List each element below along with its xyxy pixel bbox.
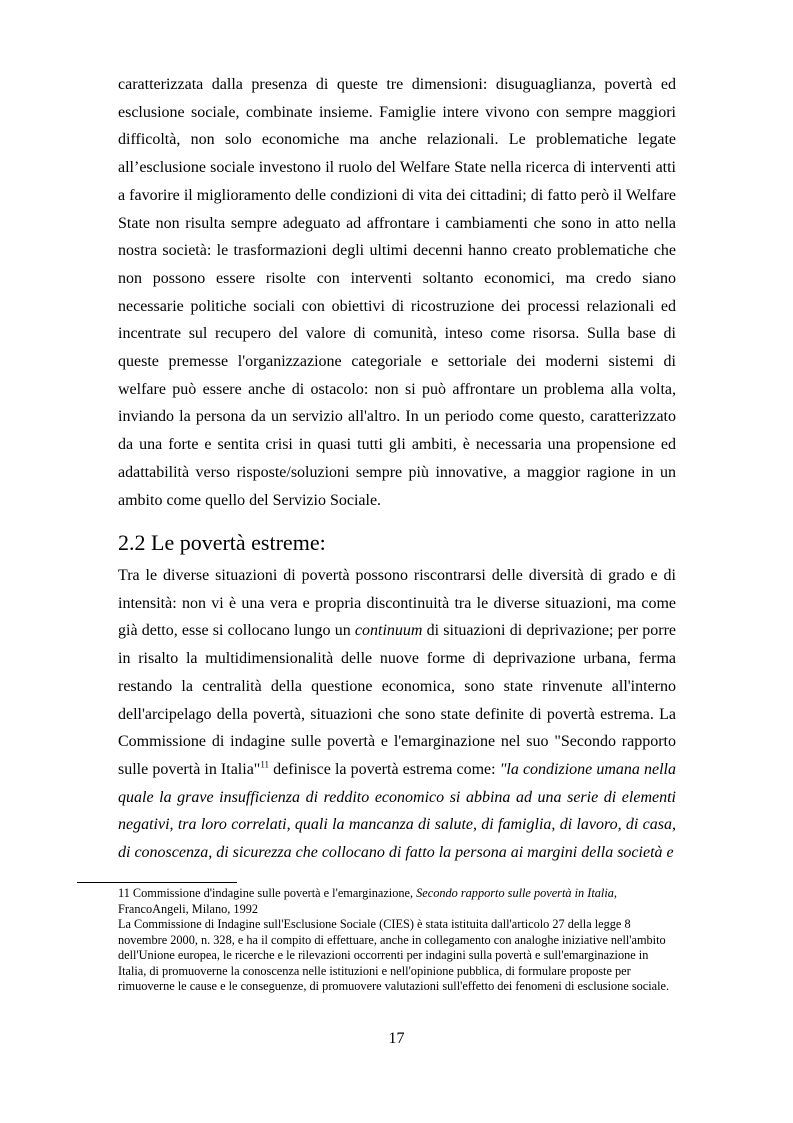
body-paragraph-2 [118, 562, 676, 867]
section-heading: 2.2 Le povertà estreme: [118, 530, 326, 555]
paragraph-2-text-3: definisce la povertà estrema come: [269, 760, 500, 778]
footnote-11-prefix: 11 Commissione d'indagine sulle povertà e l'emarginazione, [118, 886, 417, 900]
footnote-11-citation [118, 886, 676, 917]
italic-term-continuum: continuum [354, 622, 423, 640]
footnotes [118, 886, 676, 995]
footnote-11-suffix: , FrancoAngeli, Milano, 1992 [118, 886, 617, 916]
footnote-separator [77, 882, 237, 883]
footnote-11-explanation: La Commissione di Indagine sull'Esclusione Sociale (CIES) è stata istituita dall'articolo 27 della legge 8 novembre 2000, n. 328, e ha il compito di effettuare, anche in collegamento con analoghe iniziative nell'ambito dell'Unione europea, le ricerche e le rilevazioni occorrenti per indagini sulla povertà e sull'emarginazione in Italia, di promuoverne la conoscenza nelle istituzioni e nell'opinione pubblica, di formulare proposte per rimuoverne le cause e le conseguenze, di promuovere valutazioni sull'effetto dei fenomeni di esclusione sociale. [118, 917, 670, 993]
body-paragraph-1: caratterizzata dalla presenza di queste tre dimensioni: disuguaglianza, povertà ed esclusione sociale, combinate insieme. Famiglie intere vivono con sempre maggiori difficoltà, non solo economiche ma anche relazionali. Le problematiche legate all’esclusione sociale investono il ruolo del Welfare State nella ricerca di interventi atti a favorire il miglioramento delle condizioni di vita dei cittadini; di fatto però il Welfare State non risulta sempre adeguato ad affrontare i cambiamenti che sono in atto nella nostra società: le trasformazioni degli ultimi decenni hanno creato problematiche che non possono essere risolte con interventi soltanto economici, ma credo siano necessarie politiche sociali con obiettivi di ricostruzione dei processi relazionali ed incentrate sul recupero del valore di comunità, inteso come risorsa. Sulla base di queste premesse l'organizzazione categoriale e settoriale dei moderni sistemi di welfare può essere anche di ostacolo: non si può affrontare un problema alla volta, inviando la persona da un servizio all'altro. In un periodo come questo, caratterizzato da una forte e sentita crisi in quasi tutti gli ambiti, è necessaria una propensione ed adattabilità verso risposte/soluzioni sempre più innovative, a maggior ragione in un ambito come quello del Servizio Sociale. [118, 76, 676, 509]
page-number: 17 [388, 1030, 405, 1047]
paragraph-2-text-2: di situazioni di deprivazione; per porre in risalto la multidimensionalità delle nuove forme di deprivazione urbana, ferma restando la centralità della questione economica, sono state rinvenute all'interno dell'arcipelago della povertà, situazioni che sono state definite di povertà estrema. La Commissione di indagine sulle povertà e l'emarginazione nel suo "Secondo rapporto sulle povertà in Italia" [118, 622, 677, 778]
footnote-11-title: Secondo rapporto sulle povertà in Italia [416, 886, 614, 900]
paragraph-2-text-1: Tra le diverse situazioni di povertà possono riscontrarsi delle diversità di grado e di intensità: non vi è una vera e propria discontinuità tra le diverse situazioni, ma come già detto, esse si collocano lungo un [118, 567, 676, 640]
definition-quote: "la condizione umana nella quale la grave insufficienza di reddito economico si abbina ad una serie di elementi negativi, tra loro correlati, quali la mancanza di salute, di famiglia, di lavoro, di casa, di conoscenza, di sicurezza che collocano di fatto la persona ai margini della società e [118, 760, 676, 862]
footnote-reference: 11 [260, 759, 269, 770]
